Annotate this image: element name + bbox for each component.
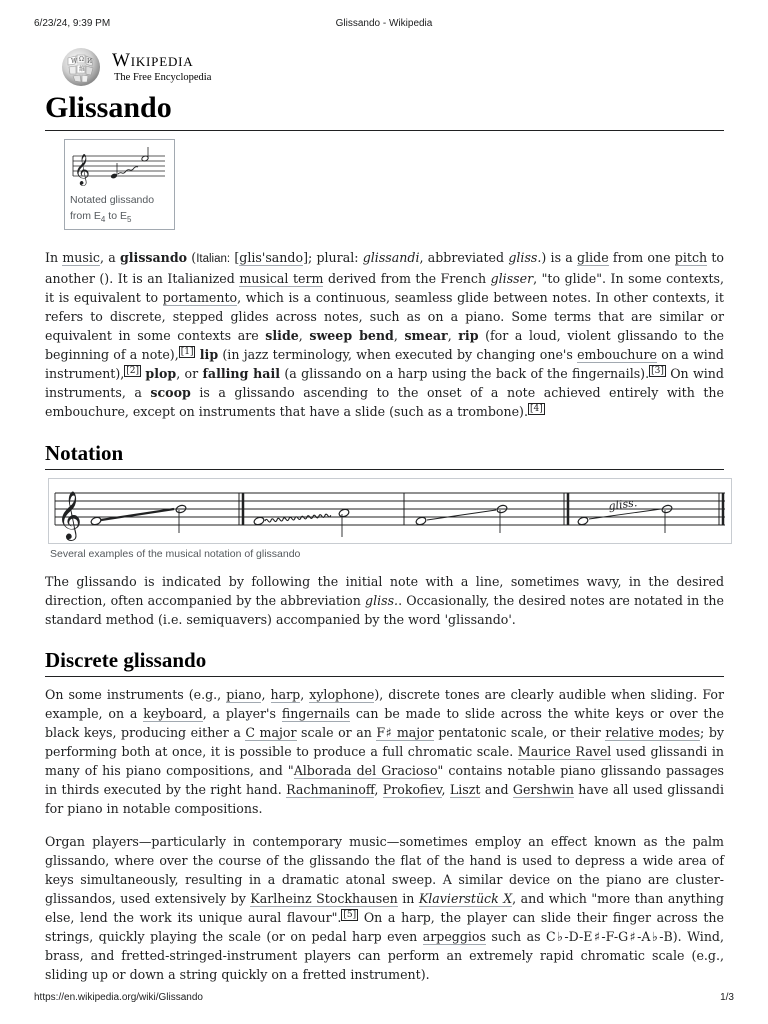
svg-text:И: И — [87, 58, 93, 65]
discrete-paragraph-2: Organ players—particularly in contemporary music—sometimes employ an effect known as the palm glissando, where over the course of the glissando the flat of the hand is used to depress a wide area of keys simultaneously, resulting in a dramatic atonal sweep. A similar device on the piano are cluster-glissandos, used extensively by Karlheinz Stockhausen in Klavierstück X, and which "more than anything else, lend the work its unique aural flavour". [5] On a harp, the player can slide their finger across the strings, quickly playing the scale (or on pedal harp even arpeggios such as C♭-D-E♯-F-G♯-A♭-B). Wind, brass, and fretted-stringed-instrument players can perform an extremely rapid chromatic scale (e.g., sliding up or down a string quickly on a fretted instrument). — [45, 834, 724, 982]
link-fsharp-major[interactable]: F♯ major — [376, 725, 434, 740]
link-glide[interactable]: glide — [577, 250, 609, 265]
link-italian[interactable]: Italian: — [196, 253, 231, 265]
link-maurice-ravel[interactable]: Maurice Ravel — [517, 744, 612, 759]
link-pitch[interactable]: pitch — [674, 250, 708, 265]
link-arpeggios[interactable]: arpeggios — [422, 929, 486, 944]
link-rachmaninoff[interactable]: Rachmaninoff — [286, 782, 375, 797]
citation-5[interactable]: [5] — [343, 909, 357, 920]
link-harp[interactable]: harp — [270, 687, 301, 702]
section-heading-discrete-glissando: Discrete glissando — [45, 647, 724, 677]
link-xylophone[interactable]: xylophone — [309, 687, 375, 702]
print-title: Glissando - Wikipedia — [335, 18, 433, 29]
svg-text:Ω: Ω — [79, 56, 84, 63]
print-url: https://en.wikipedia.org/wiki/Glissando — [34, 992, 203, 1003]
citation-3[interactable]: [3] — [651, 365, 664, 376]
wikipedia-logo[interactable] — [60, 44, 260, 90]
print-footer — [0, 992, 768, 1006]
link-piano[interactable]: piano — [226, 687, 262, 702]
svg-text:𝄞: 𝄞 — [74, 154, 90, 185]
infobox-image[interactable] — [64, 139, 175, 230]
svg-text:W: W — [71, 58, 78, 65]
citation-2[interactable]: [2] — [126, 365, 140, 376]
notation-paragraph: The glissando is indicated by following the initial note with a line, sometimes wavy, in the desired direction, often accompanied by the abbreviation gliss.. Occasionally, the desired notes are notated in the standard method (i.e. semiquavers) accompanied by the word 'glissando'. — [45, 574, 724, 627]
print-datetime: 6/23/24, 9:39 PM — [34, 18, 111, 29]
link-musical-term[interactable]: musical term — [239, 271, 324, 286]
link-alborada-del-gracioso[interactable]: Alborada del Gracioso — [293, 763, 438, 778]
section-heading-notation: Notation — [45, 440, 724, 470]
link-klavierstuck-x[interactable]: Klavierstück X — [418, 891, 513, 906]
infobox-caption: Notated glissando from $E_4$ to $E_5$ — [70, 194, 155, 225]
link-embouchure[interactable]: embouchure — [577, 347, 657, 362]
article-content — [45, 90, 724, 984]
notation-figure-caption: Several examples of the musical notation of glissando — [50, 548, 301, 560]
link-c-major[interactable]: C major — [245, 725, 297, 740]
link-keyboard[interactable]: keyboard — [143, 706, 203, 721]
link-fingernails[interactable]: fingernails — [281, 706, 350, 721]
glissando-staff-image — [69, 144, 169, 190]
wikipedia-tagline: The Free Encyclopedia — [114, 72, 212, 83]
gliss-label: gliss. — [607, 496, 639, 513]
link-ipa[interactable]: glis'sando — [239, 250, 304, 265]
svg-text:𝄞: 𝄞 — [57, 490, 82, 539]
link-prokofiev[interactable]: Prokofiev — [382, 782, 442, 797]
link-gershwin[interactable]: Gershwin — [512, 782, 574, 797]
print-header — [0, 18, 768, 32]
link-portamento[interactable]: portamento — [162, 290, 238, 305]
svg-text:維: 維 — [79, 66, 86, 73]
notation-figure[interactable] — [48, 478, 732, 544]
link-relative-modes[interactable]: relative modes — [605, 725, 701, 740]
wikipedia-globe-icon — [60, 46, 102, 88]
citation-4[interactable]: [4] — [529, 403, 543, 414]
wikipedia-wordmark: Wikipedia — [112, 50, 194, 71]
intro-paragraph: In music, a glissando (Italian: [glis'sando]; plural: glissandi, abbreviated gliss.) is a glide from one pitch to another (). It is an Italianized musical term derived from the French glisser, "to glide". In some contexts, it is equivalent to portamento, which is a continuous, seamless glide between notes. In other contexts, it refers to discrete, stepped glides across notes, such as on a piano. Some terms that are similar or equivalent in some contexts are slide, sweep bend, smear, rip (for a loud, violent glissando to the beginning of a note), [1] lip (in jazz terminology, when executed by changing one's embouchure on a wind instrument), [2] plop, or falling hail (a glissando on a harp using the back of the fingernails). [3] On wind instruments, a scoop is a glissando ascending to the onset of a note achieved entirely with the embouchure, except on instruments that have a slide (such as a trombone). [4] — [45, 250, 725, 419]
citation-1[interactable]: [1] — [180, 346, 194, 357]
print-page-number: 1/3 — [720, 992, 734, 1003]
notation-examples-image — [49, 479, 731, 543]
link-music[interactable]: music — [62, 250, 100, 265]
discrete-paragraph-1: On some instruments (e.g., piano, harp, xylophone), discrete tones are clearly audible when sliding. For example, on a keyboard, a player's fingernails can be made to slide across the white keys or over the black keys, producing either a C major scale or an F♯ major pentatonic scale, or their relative modes; by performing both at once, it is possible to produce a full chromatic scale. Maurice Ravel used glissandi in many of his piano compositions, and "Alborada del Gracioso" contains notable piano glissando passages in thirds executed by the right hand. Rachmaninoff, Prokofiev, Liszt and Gershwin have all used glissandi for piano in notable compositions. — [45, 687, 725, 816]
link-liszt[interactable]: Liszt — [449, 782, 481, 797]
link-karlheinz-stockhausen[interactable]: Karlheinz Stockhausen — [250, 891, 398, 906]
page-title: Glissando — [45, 90, 724, 131]
